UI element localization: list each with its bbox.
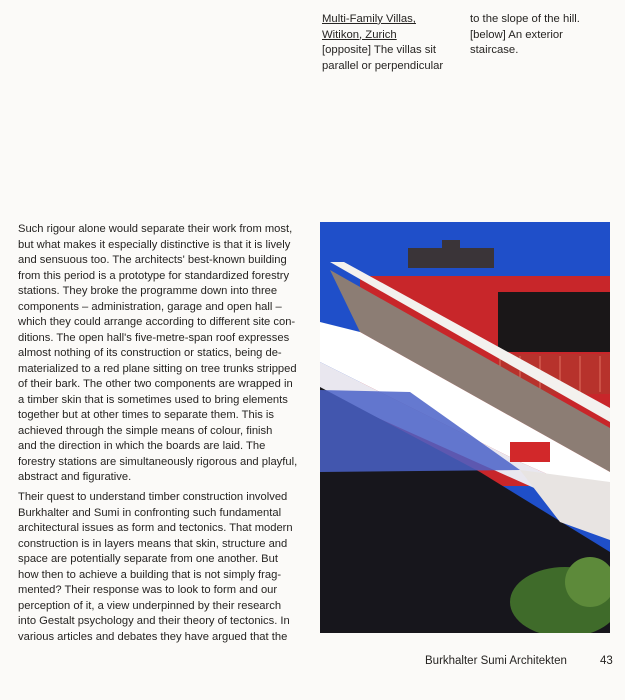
text-line: architectural issues as form and tectonics. That modern (18, 522, 293, 534)
text-line: abstract and figurative. (18, 471, 132, 483)
text-line: materialized to a red plane sitting on tree trunks stripped (18, 362, 297, 375)
text-line: Their quest to understand timber construction involved (18, 491, 288, 503)
caption-line: parallel or perpendicular (322, 59, 444, 72)
text-line: almost nothing of its construction or statics, being de- (18, 347, 282, 359)
body-paragraph-1 (18, 222, 308, 486)
photo-caption-left (322, 12, 462, 74)
text-line: achieved through the simple means of colour, finish (18, 424, 273, 437)
text-line: ditions. The open hall's five-metre-span roof expresses (18, 331, 290, 344)
text-line: together but at other times to separate them. This is (18, 409, 274, 421)
caption-line: staircase. (470, 44, 519, 56)
text-line: but what makes it especially distinctive is that it is lively (18, 238, 291, 251)
text-line: from this period is a prototype for standardized forestry (18, 269, 290, 282)
text-line: how then to achieve a building that is not simply frag- (18, 568, 282, 581)
page-number: 43 (600, 655, 613, 667)
caption-title: Multi-Family Villas, (322, 13, 416, 25)
text-line: which they could arrange according to different site con- (18, 316, 296, 328)
text-line: a timber skin that is sometimes used to bring elements (18, 393, 288, 406)
caption-title: Witikon, Zurich (322, 28, 397, 41)
text-line: construction is in layers means that skin, structure and (18, 537, 288, 550)
photo-caption-right (470, 12, 610, 59)
text-line: space are potentially separate from one another. But (18, 553, 278, 565)
text-line: and the direction in which the boards are laid. The (18, 440, 266, 452)
text-line: forestry stations are simultaneously rigorous and playful, (18, 455, 298, 468)
text-line: Such rigour alone would separate their work from most, (18, 223, 293, 235)
caption-line: to the slope of the hill. (470, 13, 580, 25)
body-paragraph-2 (18, 490, 308, 645)
text-line: various articles and debates they have argued that the (18, 630, 288, 643)
running-title: Burkhalter Sumi Architekten (425, 655, 567, 667)
text-line: into Gestalt psychology and their theory of tectonics. In (18, 615, 290, 627)
text-line: perception of it, a view underpinned by their research (18, 599, 282, 612)
staircase-photo (320, 222, 610, 633)
text-line: mented? Their response was to look to form and our (18, 584, 278, 596)
text-line: stations. They broke the programme down into three (18, 285, 278, 297)
text-line: of their bark. The other two components are wrapped in (18, 378, 293, 390)
text-line: Burkhalter and Sumi in confronting such fundamental (18, 506, 282, 519)
text-line: and sensuous too. The architects' best-known building (18, 254, 287, 266)
caption-line: [below] An exterior (470, 28, 563, 41)
text-line: components – administration, garage and open hall – (18, 300, 282, 313)
caption-line: [opposite] The villas sit (322, 44, 437, 56)
